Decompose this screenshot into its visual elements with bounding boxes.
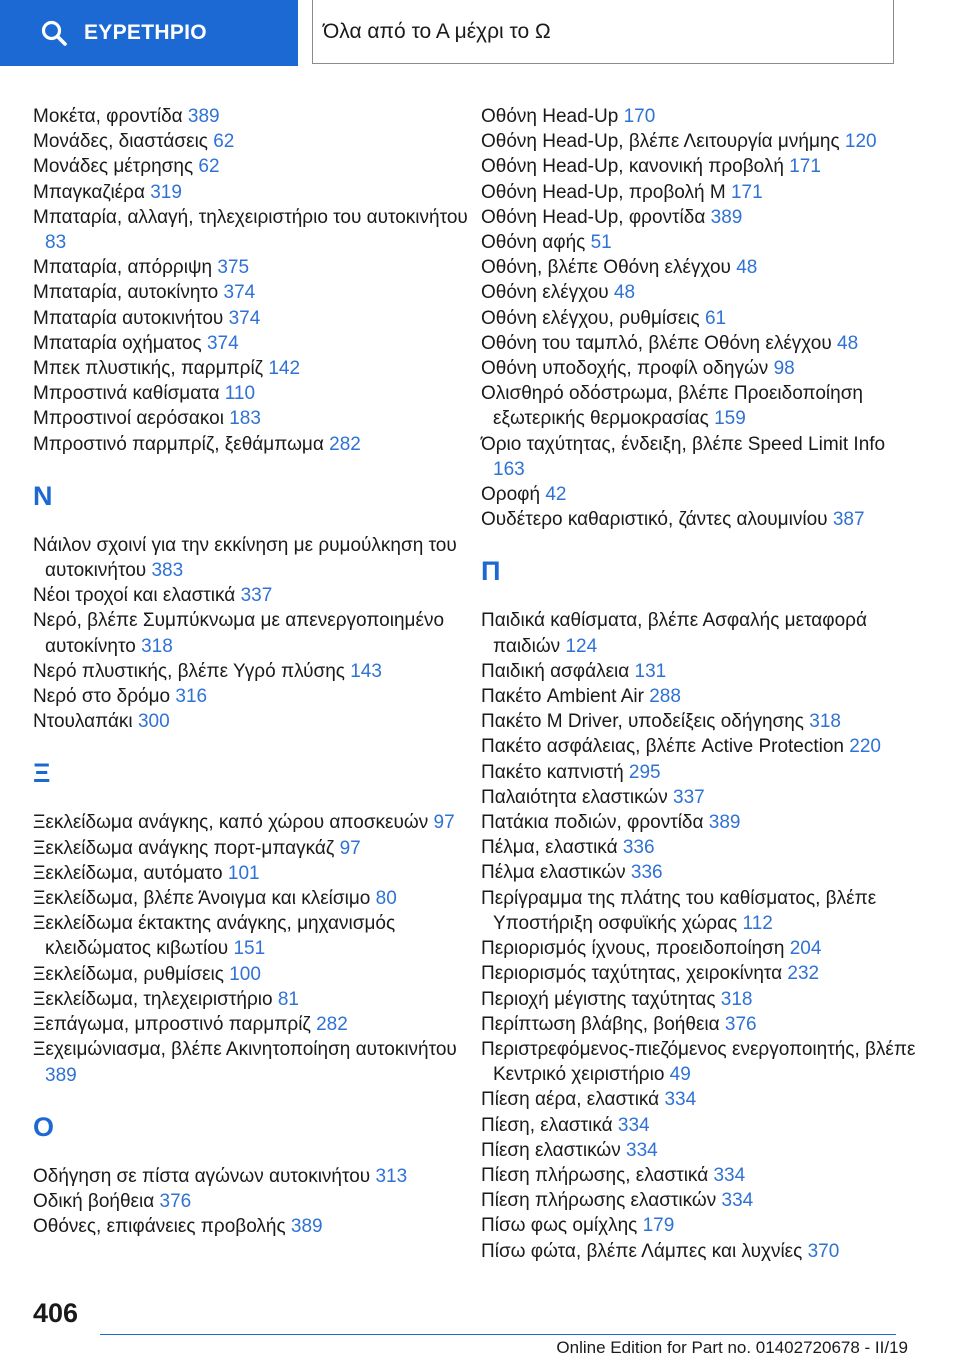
index-entry-text: Περιοχή μέγιστης ταχύτητας bbox=[481, 988, 716, 1010]
index-entry-text: Πέλμα ελαστικών bbox=[481, 862, 626, 884]
index-entry-text: Πίεση αέρα, ελαστικά bbox=[481, 1089, 660, 1111]
page-reference-link[interactable]: 336 bbox=[622, 837, 655, 859]
index-entry bbox=[481, 129, 921, 154]
page-reference-link[interactable]: 48 bbox=[837, 332, 859, 354]
index-entry bbox=[481, 331, 921, 356]
index-entry-text: Πίσω φως ομίχλης bbox=[481, 1215, 638, 1237]
index-entry-text: Μπροστινοί αερόσακοι bbox=[33, 408, 224, 430]
index-entry-text: Μπεκ πλυστικής, παρμπρίζ bbox=[33, 358, 264, 380]
index-entry bbox=[33, 987, 473, 1012]
index-entry bbox=[33, 962, 473, 987]
index-entry-text: Πίεση πλήρωσης, ελαστικά bbox=[481, 1164, 709, 1186]
index-entry-text: Νάιλον σχοινί για την εκκίνηση με ρυμούλκηση του αυτοκινήτου bbox=[33, 534, 457, 582]
page-reference-link[interactable]: 171 bbox=[789, 156, 821, 178]
page-reference-link[interactable]: 316 bbox=[175, 686, 208, 708]
index-entry bbox=[481, 810, 921, 835]
index-entry bbox=[33, 583, 473, 608]
index-entry bbox=[33, 306, 473, 331]
header bbox=[0, 0, 960, 68]
index-entry-text: Ξεκλείδωμα, ρυθμίσεις bbox=[33, 963, 224, 985]
page-reference-link[interactable]: 142 bbox=[268, 358, 301, 380]
page-reference-link[interactable]: 319 bbox=[150, 181, 182, 203]
page-reference-link[interactable]: 389 bbox=[708, 812, 741, 834]
index-entry bbox=[33, 180, 473, 205]
index-entry-text: Πίεση πλήρωσης ελαστικών bbox=[481, 1190, 717, 1212]
index-entry-text: Οθόνη Head-Up, προβολή M bbox=[481, 181, 726, 203]
index-entry-text: Ξεχειμώνιασμα, βλέπε Ακινητοποίηση αυτοκινήτου bbox=[33, 1039, 457, 1061]
page-reference-link[interactable]: 97 bbox=[339, 837, 361, 859]
section-letter: Ο bbox=[33, 1111, 55, 1142]
a-to-z-tab-label: Όλα από το Α μέχρι το Ω bbox=[323, 19, 551, 43]
page-reference-link[interactable]: 282 bbox=[329, 433, 361, 455]
index-entry-text: Οθόνη αφής bbox=[481, 232, 586, 254]
index-entry-text: Ξεπάγωμα, μπροστινό παρμπρίζ bbox=[33, 1014, 311, 1036]
index-entry-text: Οροφή bbox=[481, 484, 541, 506]
index-entry-text: Οδική βοήθεια bbox=[33, 1190, 155, 1212]
index-tab-label: ΕΥΡΕΤΗΡΙΟ bbox=[84, 21, 207, 44]
index-entry-text: Παιδικά καθίσματα, βλέπε Ασφαλής μεταφορά παιδιών bbox=[481, 610, 867, 657]
page-reference-link[interactable]: 389 bbox=[45, 1064, 77, 1086]
index-entry-text: Μονάδες μέτρησης bbox=[33, 156, 194, 178]
index-entry bbox=[33, 608, 473, 658]
page-reference-link[interactable]: 183 bbox=[229, 408, 261, 430]
index-entry bbox=[481, 205, 921, 230]
page-reference-link[interactable]: 336 bbox=[630, 862, 663, 884]
index-entry bbox=[33, 154, 473, 179]
page-reference-link[interactable]: 179 bbox=[642, 1215, 675, 1237]
index-entry-text: Ολισθηρό οδόστρωμα, βλέπε Προειδοποίηση εξωτερικής θερμοκρασίας bbox=[481, 383, 863, 430]
page-reference-link[interactable]: 374 bbox=[206, 332, 239, 354]
index-entry bbox=[481, 280, 921, 305]
index-entry bbox=[33, 836, 473, 861]
index-entry bbox=[33, 205, 473, 255]
index-entry-text: Πίεση, ελαστικά bbox=[481, 1114, 613, 1136]
index-entry bbox=[33, 886, 473, 911]
index-entry bbox=[481, 230, 921, 255]
index-entry bbox=[33, 709, 473, 734]
index-entry-text: Περιστρεφόμενος-πιεζόμενος ενεργοποιητής, βλέπε Κεντρικό χειριστήριο bbox=[481, 1038, 916, 1086]
index-entry bbox=[33, 129, 473, 154]
footer-divider bbox=[100, 1334, 896, 1335]
index-entry bbox=[481, 1163, 921, 1188]
page-reference-link[interactable]: 334 bbox=[713, 1164, 746, 1186]
page-reference-link[interactable]: 376 bbox=[159, 1190, 192, 1212]
index-entry bbox=[33, 331, 473, 356]
index-entry bbox=[33, 1214, 473, 1239]
index-entry bbox=[481, 255, 921, 280]
index-entry bbox=[481, 659, 921, 684]
index-entry-text: Πατάκια ποδιών, φροντίδα bbox=[481, 812, 704, 834]
index-entry bbox=[481, 432, 921, 482]
index-entry bbox=[33, 810, 473, 835]
index-entry bbox=[481, 381, 921, 431]
index-column-right bbox=[481, 104, 921, 1264]
page-reference-link[interactable]: 159 bbox=[714, 408, 746, 430]
page-reference-link[interactable]: 334 bbox=[617, 1114, 650, 1136]
page-reference-link[interactable]: 97 bbox=[433, 812, 455, 834]
index-entry bbox=[33, 1164, 473, 1189]
index-entry bbox=[481, 482, 921, 507]
page-reference-link[interactable]: 383 bbox=[151, 560, 184, 582]
index-entry-text: Παιδική ασφάλεια bbox=[481, 660, 630, 682]
index-entry-text: Νερό, βλέπε Συμπύκνωμα με απενεργοποιημένο αυτοκίνητο bbox=[33, 610, 445, 657]
page-reference-link[interactable]: 51 bbox=[590, 232, 612, 254]
index-entry-text: Οθόνη Head-Up, φροντίδα bbox=[481, 206, 706, 228]
index-entry-text: Οδήγηση σε πίστα αγώνων αυτοκινήτου bbox=[33, 1165, 371, 1187]
page-reference-link[interactable]: 318 bbox=[141, 635, 173, 657]
index-entry-text: Οθόνη του ταμπλό, βλέπε Οθόνη ελέγχου bbox=[481, 332, 832, 354]
page-reference-link[interactable]: 318 bbox=[809, 711, 841, 733]
index-entry-text: Ξεκλείδωμα, τηλεχειριστήριο bbox=[33, 988, 273, 1010]
index-entry-text: Πακέτο Ambient Air bbox=[481, 686, 644, 708]
index-entry-text: Περίγραμμα της πλάτης του καθίσματος, βλέπε Υποστήριξη οσφυϊκής χώρας bbox=[481, 887, 877, 934]
page-reference-link[interactable]: 295 bbox=[628, 761, 661, 783]
index-entry bbox=[481, 835, 921, 860]
index-entry-text: Οθόνη υποδοχής, προφίλ οδηγών bbox=[481, 358, 769, 380]
page-reference-link[interactable]: 42 bbox=[545, 484, 567, 506]
index-entry bbox=[33, 533, 473, 583]
page-reference-link[interactable]: 170 bbox=[623, 106, 656, 127]
page-reference-link[interactable]: 101 bbox=[227, 862, 260, 884]
page-reference-link[interactable]: 81 bbox=[277, 988, 299, 1010]
index-entry bbox=[33, 406, 473, 431]
index-entry bbox=[481, 608, 921, 658]
page-reference-link[interactable]: 374 bbox=[223, 282, 256, 304]
index-entry bbox=[481, 154, 921, 179]
index-entry-text: Περιορισμός ίχνους, προειδοποίηση bbox=[481, 938, 785, 960]
index-entry-text: Όριο ταχύτητας, ένδειξη, βλέπε Speed Limit Info bbox=[481, 433, 886, 455]
index-entry-text: Οθόνη ελέγχου, ρυθμίσεις bbox=[481, 307, 700, 329]
page-reference-link[interactable]: 387 bbox=[832, 509, 865, 531]
page-reference-link[interactable]: 389 bbox=[290, 1216, 323, 1238]
index-entry-text: Πέλμα, ελαστικά bbox=[481, 837, 618, 859]
index-entry-text: Μπαταρία οχήματος bbox=[33, 332, 202, 354]
index-entry-text: Πίσω φώτα, βλέπε Λάμπες και λυχνίες bbox=[481, 1240, 803, 1262]
index-entry-text: Ουδέτερο καθαριστικό, ζάντες αλουμινίου bbox=[481, 509, 828, 531]
page-reference-link[interactable]: 389 bbox=[710, 206, 743, 228]
page-reference-link[interactable]: 62 bbox=[198, 156, 220, 178]
index-entry-text: Πακέτο ασφάλειας, βλέπε Active Protection bbox=[481, 736, 844, 758]
page-reference-link[interactable]: 220 bbox=[849, 736, 881, 758]
index-entry bbox=[481, 1113, 921, 1138]
page-reference-link[interactable]: 131 bbox=[634, 660, 667, 682]
index-entry bbox=[33, 684, 473, 709]
page-reference-link[interactable]: 171 bbox=[730, 181, 763, 203]
page-reference-link[interactable]: 370 bbox=[807, 1240, 840, 1262]
index-entry-text: Ξεκλείδωμα, αυτόματο bbox=[33, 862, 223, 884]
index-tab[interactable] bbox=[0, 0, 298, 66]
index-entry-text: Πακέτο M Driver, υποδείξεις οδήγησης bbox=[481, 711, 804, 733]
index-entry bbox=[481, 684, 921, 709]
index-entry-text: Ντουλαπάκι bbox=[33, 711, 133, 733]
index-entry-text: Οθόνη ελέγχου bbox=[481, 282, 609, 304]
page-reference-link[interactable]: 288 bbox=[649, 686, 681, 708]
index-entry bbox=[481, 306, 921, 331]
index-entry bbox=[33, 381, 473, 406]
page-reference-link[interactable]: 83 bbox=[45, 232, 67, 254]
page-reference-link[interactable]: 374 bbox=[228, 307, 261, 329]
index-entry-text: Μπαταρία, απόρριψη bbox=[33, 257, 213, 279]
index-entry bbox=[481, 961, 921, 986]
index-entry-text: Πακέτο καπνιστή bbox=[481, 761, 624, 783]
search-icon bbox=[40, 19, 68, 47]
section-letter: Ν bbox=[33, 480, 53, 511]
page-reference-link[interactable]: 112 bbox=[742, 912, 773, 934]
index-entry-text: Μπαταρία αυτοκινήτου bbox=[33, 307, 224, 329]
index-entry-text: Οθόνη Head-Up bbox=[481, 106, 619, 127]
index-entry-text: Παλαιότητα ελαστικών bbox=[481, 786, 668, 808]
index-entry bbox=[481, 1037, 921, 1087]
section-letter: Π bbox=[481, 556, 501, 587]
index-entry bbox=[33, 911, 473, 961]
index-entry bbox=[481, 860, 921, 885]
page-reference-link[interactable]: 61 bbox=[704, 307, 727, 329]
index-entry-text: Νέοι τροχοί και ελαστικά bbox=[33, 585, 236, 607]
index-entry-text: Μπροστινό παρμπρίζ, ξεθάμπωμα bbox=[33, 433, 324, 455]
index-entry-text: Περιορισμός ταχύτητας, χειροκίνητα bbox=[481, 963, 783, 985]
page-reference-link[interactable]: 62 bbox=[213, 131, 235, 153]
index-entry bbox=[481, 1138, 921, 1163]
page-reference-link[interactable]: 232 bbox=[787, 963, 820, 985]
index-entry-text: Μπαγκαζιέρα bbox=[33, 181, 145, 203]
index-entry bbox=[33, 255, 473, 280]
index-entry bbox=[481, 104, 921, 129]
page-reference-link[interactable]: 80 bbox=[375, 888, 397, 910]
index-entry bbox=[481, 356, 921, 381]
index-entry-text: Μπροστινά καθίσματα bbox=[33, 383, 220, 405]
index-entry bbox=[481, 507, 921, 532]
index-entry-text: Νερό στο δρόμο bbox=[33, 686, 171, 708]
page-reference-link[interactable]: 204 bbox=[789, 938, 822, 960]
page-number: 406 bbox=[33, 1298, 79, 1328]
section-letter: Ξ bbox=[33, 758, 51, 789]
page-reference-link[interactable]: 313 bbox=[375, 1165, 408, 1187]
index-entry-text: Πίεση ελαστικών bbox=[481, 1139, 621, 1161]
index-entry-text: Οθόνη, βλέπε Οθόνη ελέγχου bbox=[481, 257, 731, 279]
page-reference-link[interactable]: 110 bbox=[224, 383, 256, 405]
page-reference-link[interactable]: 375 bbox=[217, 257, 250, 279]
page-reference-link[interactable]: 337 bbox=[673, 786, 705, 808]
page-reference-link[interactable]: 334 bbox=[721, 1190, 754, 1212]
index-entry bbox=[33, 432, 473, 457]
page-reference-link[interactable]: 48 bbox=[613, 282, 636, 304]
index-entry bbox=[481, 785, 921, 810]
index-entry-text: Ξεκλείδωμα ανάγκης πορτ-μπαγκάζ bbox=[33, 837, 335, 859]
index-entry-text: Μπαταρία, αλλαγή, τηλεχειριστήριο του αυτοκινήτου bbox=[33, 206, 468, 228]
index-entry bbox=[481, 936, 921, 961]
page-reference-link[interactable]: 376 bbox=[724, 1013, 757, 1035]
index-entry-text: Περίπτωση βλάβης, βοήθεια bbox=[481, 1013, 720, 1035]
index-entry-text: Μοκέτα, φροντίδα bbox=[33, 106, 183, 127]
page-reference-link[interactable]: 337 bbox=[240, 585, 273, 607]
page-reference-link[interactable]: 151 bbox=[233, 938, 266, 960]
page-reference-link[interactable]: 124 bbox=[565, 635, 598, 657]
page-reference-link[interactable]: 49 bbox=[669, 1064, 691, 1086]
page-reference-link[interactable]: 48 bbox=[736, 257, 758, 279]
index-entry bbox=[33, 104, 473, 129]
index-entry bbox=[33, 659, 473, 684]
page-reference-link[interactable]: 282 bbox=[316, 1014, 348, 1036]
page-reference-link[interactable]: 334 bbox=[664, 1089, 697, 1111]
edition-text: Online Edition for Part no. 01402720678 - II/19 bbox=[550, 1338, 908, 1358]
index-entry-text: Οθόνη Head-Up, κανονική προβολή bbox=[481, 156, 784, 178]
index-entry bbox=[33, 1189, 473, 1214]
index-entry bbox=[481, 886, 921, 936]
index-entry bbox=[481, 1188, 921, 1213]
index-entry bbox=[33, 1012, 473, 1037]
page-reference-link[interactable]: 300 bbox=[137, 711, 170, 733]
a-to-z-tab[interactable] bbox=[312, 0, 894, 64]
page-reference-link[interactable]: 389 bbox=[187, 106, 220, 127]
index-entry bbox=[481, 709, 921, 734]
index-column-left bbox=[33, 104, 473, 1239]
index-entry-text: Ξεκλείδωμα ανάγκης, καπό χώρου αποσκευών bbox=[33, 812, 429, 834]
index-entry bbox=[481, 180, 921, 205]
index-entry bbox=[33, 1037, 473, 1087]
page-reference-link[interactable]: 334 bbox=[626, 1139, 658, 1161]
page-reference-link[interactable]: 143 bbox=[350, 660, 382, 682]
page-reference-link[interactable]: 98 bbox=[773, 358, 795, 380]
index-entry-text: Οθόνες, επιφάνειες προβολής bbox=[33, 1216, 286, 1238]
index-entry bbox=[481, 987, 921, 1012]
index-entry bbox=[33, 861, 473, 886]
index-entry bbox=[481, 1213, 921, 1238]
index-entry-text: Ξεκλείδωμα, βλέπε Άνοιγμα και κλείσιμο bbox=[33, 888, 371, 910]
index-entry-text: Νερό πλυστικής, βλέπε Υγρό πλύσης bbox=[33, 660, 345, 682]
page-reference-link[interactable]: 120 bbox=[844, 131, 877, 153]
page-reference-link[interactable]: 100 bbox=[229, 963, 261, 985]
page-reference-link[interactable]: 318 bbox=[720, 988, 753, 1010]
page-reference-link[interactable]: 163 bbox=[493, 458, 525, 480]
index-entry bbox=[481, 1087, 921, 1112]
index-entry-text: Μονάδες, διαστάσεις bbox=[33, 131, 208, 153]
index-entry bbox=[33, 356, 473, 381]
index-entry-text: Ξεκλείδωμα έκτακτης ανάγκης, μηχανισμός κλειδώματος κιβωτίου bbox=[33, 913, 396, 960]
index-entry bbox=[481, 1239, 921, 1264]
index-entry bbox=[481, 1012, 921, 1037]
index-entry-text: Μπαταρία, αυτοκίνητο bbox=[33, 282, 219, 304]
index-entry bbox=[481, 734, 921, 759]
index-entry bbox=[481, 760, 921, 785]
index-entry-text: Οθόνη Head-Up, βλέπε Λειτουργία μνήμης bbox=[481, 131, 840, 153]
index-entry bbox=[33, 280, 473, 305]
